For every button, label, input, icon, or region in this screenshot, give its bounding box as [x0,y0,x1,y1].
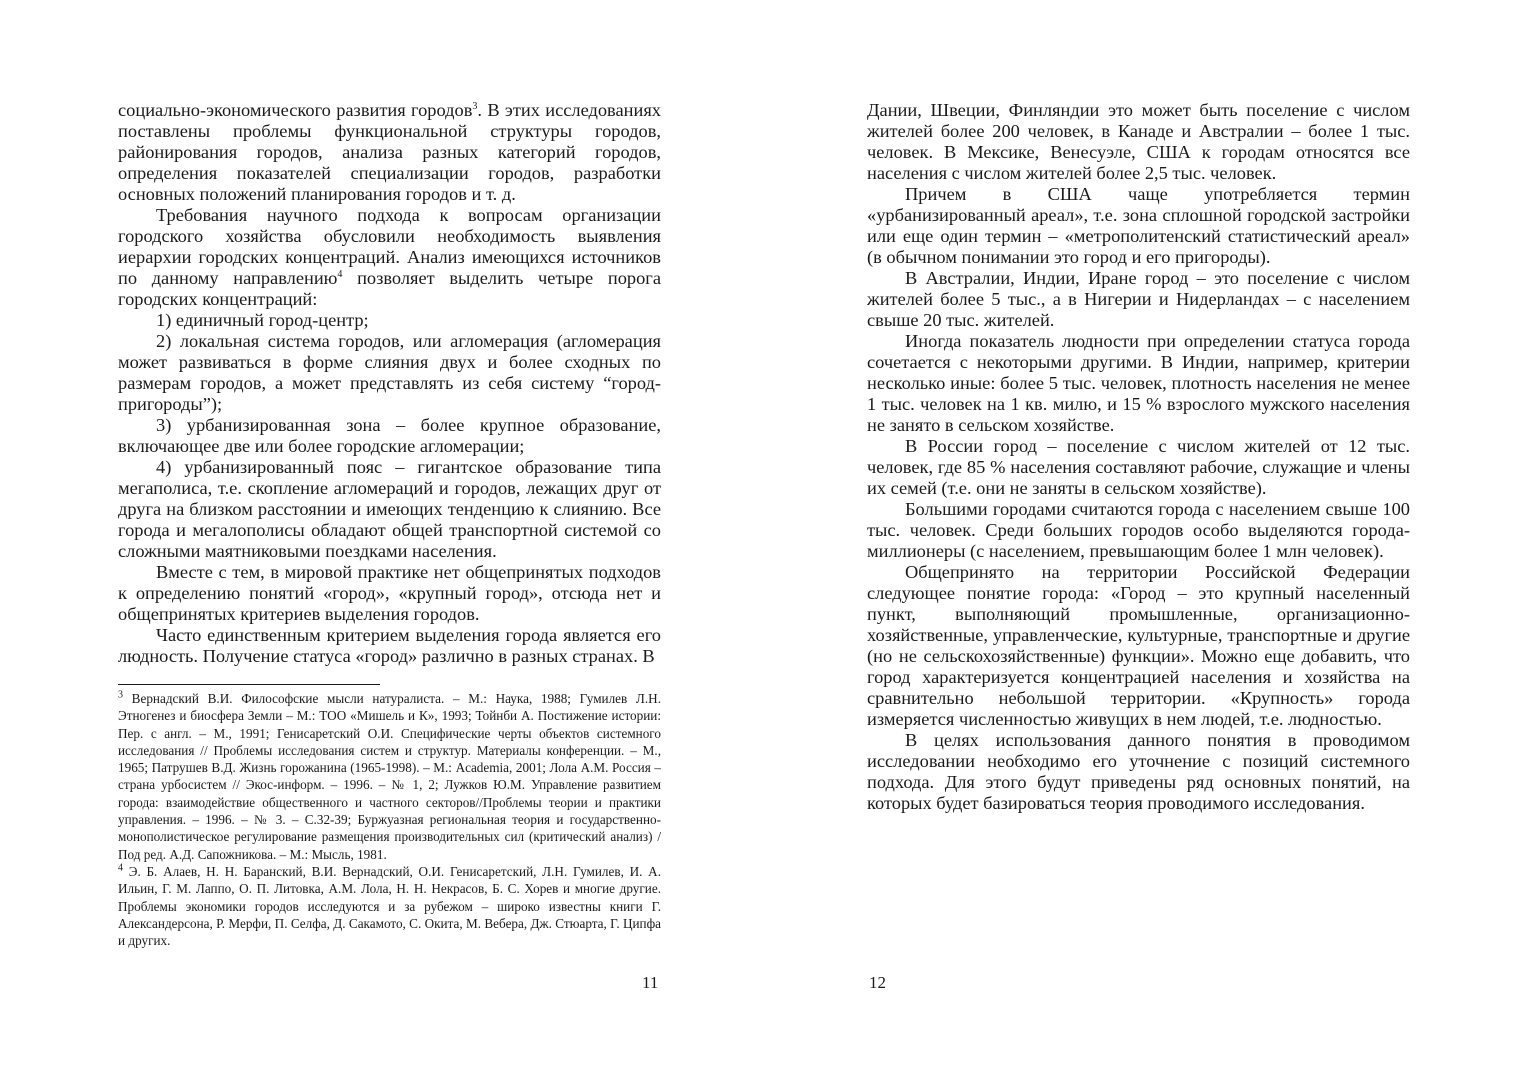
paragraph: Причем в США чаще употребляется термин «урбанизированный ареал», т.е. зона сплошной городской застройки или еще один термин – «метрополитенский статистический ареал» (в обычном понимании это город и его пригороды). [867,184,1410,267]
footnote-4: $^4$ Э. Б. Алаев, Н. Н. Баранский, В.И. Вернадский, О.И. Генисаретский, Л.Н. Гумилев, И. А. Ильин, Г. М. Лаппо, О. П. Литовка, А.М. Лола, Н. Н. Некрасов, Б. С. Хорев и многие другие. Проблемы экономики городов исследуются и за рубежом – широко известны книги Г. Александерсона, Р. Мерфи, П. Селфа, Д. Сакамото, С. Окита, М. Вебера, Дж. Стюарта, Г. Ципфа и других. [118,862,661,949]
paragraph: Вместе с тем, в мировой практике нет общепринятых подходов к определению понятий «город», «крупный город», отсюда нет и общепринятых критериев выделения городов. [118,562,661,624]
page-number: 11 [642,973,659,992]
list-item: 1) единичный город-центр; [156,310,369,330]
footnote-ref-3[interactable]: 3 [472,100,478,112]
list-item: 2) локальная система городов, или агломерация (агломерация может развиваться в форме слияния двух и более сходных по размерам городов, а может представлять из себя систему “город-пригороды”); [118,331,661,414]
page-number: 12 [869,973,886,992]
paragraph: Иногда показатель людности при определении статуса города сочетается с некоторыми другими. В Индии, например, критерии несколько иные: более 5 тыс. человек, плотность населения не менее 1 тыс. человек на 1 кв. милю, и 15 % взрослого мужского населения не занято в сельском хозяйстве. [867,331,1410,435]
footnote-3: $^3$ Вернадский В.И. Философские мысли натуралиста. – М.: Наука, 1988; Гумилев Л.Н. Этногенез и биосфера Земли – М.: ТОО «Мишель и К», 1993; Тойнби А. Постижение истории: Пер. с англ. – М., 1991; Генисаретский О.И. Специфические черты объектов системного исследования // Проблемы исследования систем и структур. Материалы конференции. – М., 1965; Патрушев В.Д. Жизнь горожанина (1965-1998). – М.: Academia, 2001; Лола А.М. Россия – страна урбосистем // Экос-информ. – 1996. – № 1, 2; Лужков Ю.М. Управление развитием города: взаимодействие общественного и частного секторов//Проблемы теории и практики управления. – 1996. – № 3. – С.32-39; Буржуазная региональная теория и государственно-монополистическое регулирование размещения производительных сил (критический анализ) / Под ред. А.Д. Сапожникова. – М.: Мысль, 1981. [118,689,661,862]
list-item: 3) урбанизированная зона – более крупное образование, включающее две или более городские агломерации; [118,415,661,456]
right-page [764,0,1528,1080]
footnote-ref-4[interactable]: 4 [337,268,343,280]
right-page-body [867,100,1410,814]
paragraph: В Австралии, Индии, Иране город – это поселение с числом жителей более 5 тыс., а в Нигерии и Нидерландах – с населением свыше 20 тыс. жителей. [867,268,1410,330]
paragraph: Общепринято на территории Российской Федерации следующее понятие города: «Город – это крупный населенный пункт, выполняющий промышленные, организационно-хозяйственные, управленческие, культурные, транспортные и другие (но не сельскохозяйственные) функции». Можно еще добавить, что город характеризуется концентрацией населения и хозяйства на сравнительно небольшой территории. «Крупность» города измеряется численностью живущих в нем людей, т.е. людностью. [867,562,1410,729]
paragraph: Требования научного подхода к вопросам организации городского хозяйства обусловили необходимость выявления иерархии городских концентраций. Анализ имеющихся источников по данному направлению$^4$ позволяет выделить четыре порога городских концентраций: [118,205,661,309]
paragraph: социально-экономического развития городов$^3$. В этих исследованиях поставлены проблемы функциональной структуры городов, районирования городов, анализа разных категорий городов, определения показателей специализации городов, разработки основных положений планирования городов и т. д. [118,100,661,204]
footnote-divider [118,684,380,685]
paragraph: Большими городами считаются города с населением свыше 100 тыс. человек. Среди больших городов особо выделяются города-миллионеры (с населением, превышающим более 1 млн человек). [867,499,1410,561]
paragraph: Дании, Швеции, Финляндии это может быть поселение с числом жителей более 200 человек, в Канаде и Австралии – более 1 тыс. человек. В Мексике, Венесуэле, США к городам относятся все населения с числом жителей более 2,5 тыс. человек. [867,100,1410,183]
list-item: 4) урбанизированный пояс – гигантское образование типа мегаполиса, т.е. скопление агломераций и городов, лежащих друг от друга на близком расстоянии и имеющих тенденцию к слиянию. Все города и мегалополисы обладают общей транспортной системой со сложными маятниковыми поездками населения. [118,457,661,561]
footnotes [118,690,661,949]
paragraph: В целях использования данного понятия в проводимом исследовании необходимо его уточнение с позиций системного подхода. Для этого будут приведены ряд основных понятий, на которых будет базироваться теория проводимого исследования. [867,730,1410,813]
footnote-marker: 4 [118,862,123,874]
paragraph: В России город – поселение с числом жителей от 12 тыс. человек, где 85 % населения составляют рабочие, служащие и члены их семей (т.е. они не заняты в сельском хозяйстве). [867,436,1410,498]
paragraph: Часто единственным критерием выделения города является его людность. Получение статуса «город» различно в разных странах. В [118,625,661,666]
footnote-marker: 3 [118,689,123,701]
left-page-body [118,100,661,667]
